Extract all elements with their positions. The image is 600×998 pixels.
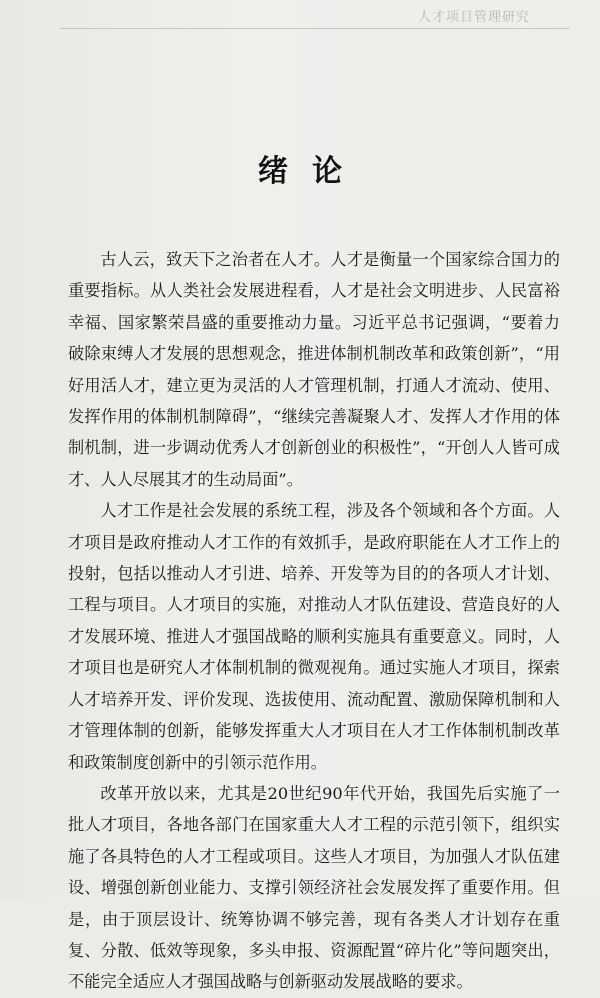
paragraph: 改革开放以来，尤其是20世纪90年代开始，我国先后实施了一批人才项目，各地各部门在国家重大人才工程的示范引领下，组织实施了各具特色的人才工程或项目。这些人才项目，为加强人才队伍建设、增强创新创业能力、支撑引领经济社会发展发挥了重要作用。但是，由于顶层设计、统筹协调不够完善，现有各类人才计划存在重复、分散、低效等现象，多头申报、资源配置“碎片化”等问题突出，不能完全适应人才强国战略与创新驱动发展战略的要求。: [68, 783, 560, 992]
paragraph: 古人云，致天下之治者在人才。人才是衡量一个国家综合国力的重要指标。从人类社会发展进程看，人才是社会文明进步、人民富裕幸福、国家繁荣昌盛的重要推动力量。习近平总书记强调，“要着力破除束缚人才发展的思想观念，推进体制机制改革和政策创新”，“用好用活人才，建立更为灵活的人才管理机制，打通人才流动、使用、发挥作用的体制机制障碍”，“继续完善凝聚人才、发挥人才作用的体制机制，进一步调动优秀人才创新创业的积极性”，“开创人人皆可成才、人人尽展其才的生动局面”。: [68, 250, 560, 489]
body-text: [68, 244, 560, 998]
page-title: 绪论: [258, 154, 366, 189]
paragraph: 人才工作是社会发展的系统工程，涉及各个领域和各个方面。人才项目是政府推动人才工作的有效抓手，是政府职能在人才工作上的投射，包括以推动人才引进、培养、开发等为目的的各项人才计划、工程与项目。人才项目的实施，对推动人才队伍建设、营造良好的人才发展环境、推进人才强国战略的顺利实施具有重要意义。同时，人才项目也是研究人才体制机制的微观视角。通过实施人才项目，探索人才培养开发、评价发现、选拔使用、流动配置、激励保障机制和人才管理体制的创新，能够发挥重大人才项目在人才工作体制机制改革和政策制度创新中的引领示范作用。: [68, 501, 560, 772]
header-rule: [60, 28, 570, 29]
running-header: 人才项目管理研究: [417, 10, 530, 25]
